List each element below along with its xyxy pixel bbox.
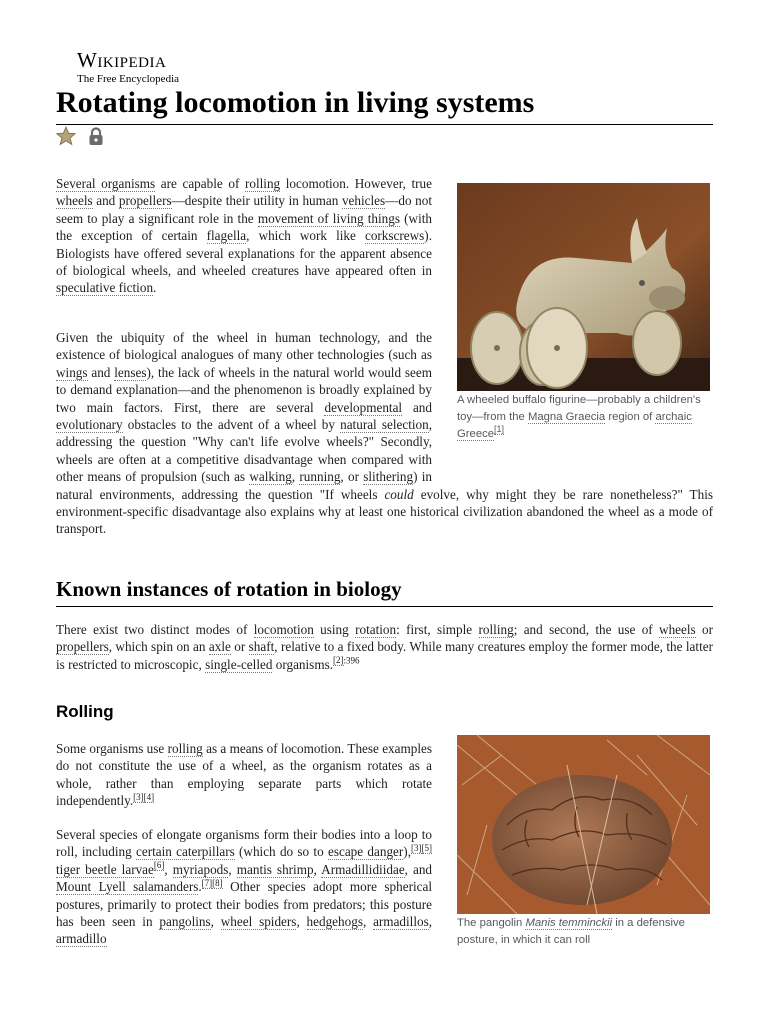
intro-paragraph: [56, 175, 432, 297]
link-rolling[interactable]: rolling: [244, 176, 281, 191]
link-propellers[interactable]: propellers: [56, 639, 109, 655]
link-manis-temminckii[interactable]: Manis temminckii: [525, 917, 613, 929]
text: .: [153, 280, 157, 296]
citation-3[interactable]: [3]: [411, 843, 422, 854]
citation-8[interactable]: [8]: [212, 877, 223, 888]
link-several-organisms[interactable]: Several organisms: [56, 176, 156, 191]
text: ,: [210, 914, 221, 930]
link-hedgehogs[interactable]: hedgehogs: [306, 914, 363, 930]
paragraph-3: [56, 621, 713, 673]
text: ; and second, the use of: [513, 622, 660, 637]
text: Some organisms use: [56, 741, 168, 756]
citation-page: :396: [343, 655, 360, 666]
link-flagella[interactable]: flagella: [206, 228, 247, 244]
link-archaic-greece[interactable]: archaic Greece: [457, 411, 692, 440]
link-movement-of-living-things[interactable]: movement of living things: [257, 210, 400, 226]
text: organisms.: [272, 656, 334, 672]
text: ,: [313, 861, 322, 877]
text: and: [92, 193, 119, 209]
link-armadillos[interactable]: armadillos: [373, 914, 429, 930]
text: ), the lack of wheels in the natural world would seem to demand explanation—and the phenomenon is broadly explained by two main factors. First, there are several: [56, 364, 432, 415]
featured-star-icon[interactable]: [56, 126, 76, 146]
text: ,: [362, 914, 374, 930]
link-armadillidiidae[interactable]: Armadillidiidae: [321, 861, 405, 877]
text: , addressing the question "Why can't life evolve wheels?" Secondly, wheels are often at a competitive disadvantage when compared with other means of propulsion (such as: [56, 417, 433, 485]
pangolin-image[interactable]: [457, 735, 710, 914]
citation-5[interactable]: [5]: [421, 843, 432, 854]
link-myriapods[interactable]: myriapods: [172, 861, 229, 877]
text: obstacles to the advent of a wheel by: [122, 417, 341, 433]
link-mantis-shrimp[interactable]: mantis shrimp: [236, 861, 314, 877]
text: or: [695, 622, 713, 637]
text: and: [402, 399, 432, 415]
emphasis-could: could: [384, 486, 414, 502]
link-natural-selection[interactable]: natural selection: [340, 417, 429, 433]
paragraph-2-wrapper: [56, 329, 713, 538]
text: ). Biologists have offered several explanations for the apparent absence of biological wheels, and wheeled creatures have appeared often in: [56, 228, 432, 279]
caption-text: region of: [605, 411, 656, 423]
wikipedia-logo[interactable]: [77, 50, 179, 85]
paragraph-5: [56, 826, 432, 948]
citation-2[interactable]: [2]: [333, 655, 344, 666]
text: , relative to a fixed body. While many creatures employ the former mode, the latter is restricted to microscopic,: [56, 639, 713, 672]
link-mount-lyell-salamanders[interactable]: Mount Lyell salamanders: [56, 879, 199, 895]
section-heading-known-instances: Known instances of rotation in biology: [56, 575, 713, 607]
link-evolutionary[interactable]: evolutionary: [56, 417, 123, 433]
text: using: [313, 622, 356, 637]
text: ,: [428, 914, 433, 930]
caption-text: The pangolin: [457, 917, 526, 929]
text: Given the ubiquity of the wheel in human technology, and the existence of biological analogues of many other technologies (such as: [56, 330, 432, 363]
link-walking[interactable]: walking: [249, 469, 292, 485]
citation-3[interactable]: [3]: [133, 791, 144, 802]
paragraph-4: [56, 740, 432, 810]
text: —despite their utility in human: [171, 193, 342, 209]
page-title: Rotating locomotion in living systems: [56, 84, 713, 125]
text: as a means of locomotion. These examples do not constitute the use of a wheel, as the organism rotates as a whole, rather than employing separate parts which rotate independently.: [56, 741, 433, 809]
link-wheel-spiders[interactable]: wheel spiders: [220, 914, 297, 930]
link-rotation[interactable]: rotation: [355, 622, 397, 637]
figure-pangolin: [457, 735, 710, 949]
text: —do not seem to play a significant role in the: [56, 193, 432, 226]
citation-4[interactable]: [4]: [143, 791, 155, 802]
link-escape-danger[interactable]: escape danger: [327, 844, 404, 860]
figure-caption: [457, 915, 710, 949]
link-single-celled[interactable]: single-celled: [205, 656, 273, 672]
link-speculative-fiction[interactable]: speculative fiction: [56, 280, 154, 296]
link-shaft[interactable]: shaft: [248, 639, 275, 655]
text: , which work like: [246, 228, 365, 244]
link-corkscrews[interactable]: corkscrews: [364, 228, 425, 244]
link-axle[interactable]: axle: [208, 639, 231, 655]
link-magna-graecia[interactable]: Magna Graecia: [527, 411, 606, 423]
text: ,: [291, 469, 300, 485]
text: ),: [403, 844, 411, 860]
text: ,: [296, 914, 307, 930]
subsection-heading-rolling: Rolling: [56, 702, 114, 721]
text: ) in natural environments, addressing the question "If wheels: [56, 469, 432, 502]
text: evolve, why might they be rare nonetheless?" This environment-specific disadvantage also explains why at least one historical civilization abandoned the wheel as a mode of transport.: [56, 486, 714, 537]
citation-7[interactable]: [7]: [201, 877, 213, 888]
citation-6[interactable]: [6]: [153, 860, 165, 871]
text: Other species adopt more spherical postures, primarily to protect their bodies from predators; this posture has been seen in: [56, 879, 433, 930]
link-certain-caterpillars[interactable]: certain caterpillars: [136, 844, 235, 860]
link-running[interactable]: running: [299, 469, 341, 485]
text: (which do so to: [234, 844, 328, 860]
link-developmental[interactable]: developmental: [324, 399, 403, 415]
link-locomotion[interactable]: locomotion: [253, 622, 314, 637]
text: There exist two distinct modes of: [56, 622, 254, 637]
text: : first, simple: [396, 622, 479, 637]
link-tiger-beetle-larvae[interactable]: tiger beetle larvae: [56, 861, 154, 877]
link-slithering[interactable]: slithering: [363, 469, 414, 485]
caption-text: in a defensive posture, in which it can roll: [457, 917, 685, 946]
article-badges: [56, 126, 106, 146]
text: (with the exception of certain: [56, 210, 433, 244]
link-rolling[interactable]: rolling: [167, 741, 203, 756]
logo-tagline: The Free Encyclopedia: [77, 73, 180, 85]
link-wheels[interactable]: wheels: [659, 622, 696, 637]
logo-wordmark: Wikipedia: [77, 48, 167, 72]
link-rolling[interactable]: rolling: [478, 622, 514, 637]
caption-text: A wheeled buffalo figurine—probably a children's toy—from the: [457, 394, 701, 423]
text: or: [230, 639, 249, 655]
text: Several species of elongate organisms form their bodies into a loop to roll, including: [56, 827, 432, 860]
text: , which spin on an: [108, 639, 209, 655]
text: ,: [164, 861, 173, 877]
link-pangolins[interactable]: pangolins: [159, 914, 211, 930]
link-wheels[interactable]: wheels: [56, 193, 93, 209]
link-vehicles[interactable]: vehicles: [341, 193, 386, 209]
link-propellers[interactable]: propellers: [118, 193, 172, 209]
text: locomotion. However, true: [280, 176, 432, 191]
text: , or: [340, 469, 364, 485]
text: are capable of: [155, 176, 245, 191]
link-armadillo[interactable]: armadillo: [56, 931, 107, 947]
link-lenses[interactable]: lenses: [114, 364, 147, 380]
text: , and: [404, 861, 433, 877]
link-wings[interactable]: wings: [56, 364, 88, 380]
text: .: [198, 879, 202, 895]
text: and: [87, 364, 115, 380]
text: ,: [228, 861, 237, 877]
lock-icon[interactable]: [86, 126, 106, 146]
citation-1[interactable]: [1]: [494, 424, 505, 435]
